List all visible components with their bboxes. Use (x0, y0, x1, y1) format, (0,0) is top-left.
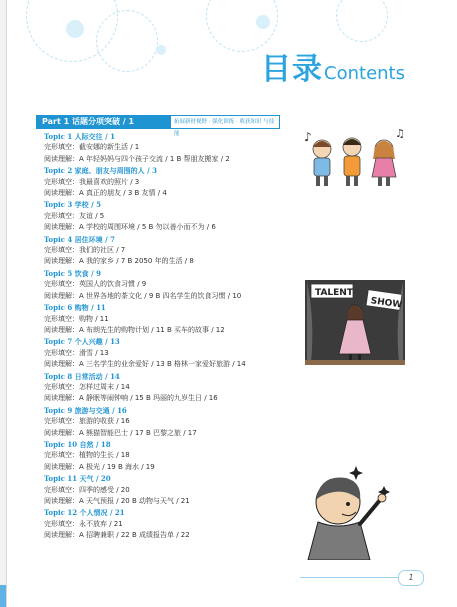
toc-entry: 完形填空：截安娜的新生活 / 1 (44, 143, 140, 152)
toc-entry: 阅读理解：A 招聘兼职 / 22 B 成绩报告单 / 22 (44, 531, 190, 540)
part-subtitle: 拓展新材视野 · 强化训练 · 收获知识 与技能 (170, 115, 280, 129)
title-chinese: 目录 (261, 52, 324, 87)
singing-kids-illustration (300, 125, 410, 190)
toc-topic-heading: Topic 8 日常活动 / 14 (44, 371, 120, 381)
toc-entry: 完形填空：怎样过周末 / 14 (44, 382, 130, 391)
kid-figure (343, 138, 361, 186)
toc-entry: 完形填空：友谊 / 5 (44, 211, 105, 220)
toc-entry: 完形填空：植物的生长 / 18 (44, 451, 130, 460)
toc-entry: 完形填空：我最喜欢的照片 / 3 (44, 177, 140, 186)
svg-text:♪: ♪ (304, 130, 312, 144)
toc-entry: 完形填空：四季的感受 / 20 (44, 485, 130, 494)
decor-dot (256, 15, 270, 29)
decor-circle (336, 0, 388, 42)
svg-text:♫: ♫ (395, 127, 405, 140)
toc-entry: 阅读理解：A 三名学生的业余爱好 / 13 B 格林一家爱好旅游 / 14 (44, 360, 246, 369)
toc-entry: 阅读理解：A 学校的周围环境 / 5 B 勿以善小而不为 / 6 (44, 223, 216, 232)
toc-entry: 完形填空：我们的社区 / 7 (44, 246, 126, 255)
toc-topic-heading: Topic 7 个人兴趣 / 13 (44, 337, 120, 347)
toc-entry: 阅读理解：A 真正的朋友 / 3 B 友情 / 4 (44, 189, 167, 198)
footer-rule (300, 577, 398, 578)
kid-figure (372, 140, 396, 186)
toc-entry: 阅读理解：A 世界各地的茶文化 / 9 B 四名学生的饮食习惯 / 10 (44, 291, 242, 300)
toc-entry: 阅读理解：A 天气预报 / 20 B 动物与天气 / 21 (44, 497, 190, 505)
toc-topic-heading: Topic 12 个人情况 / 21 (44, 508, 125, 518)
talent-sign-line2: SHOW (370, 296, 403, 311)
toc-topic-heading: Topic 9 旅游与交通 / 16 (44, 405, 127, 415)
toc-topic-heading: Topic 3 学校 / 5 (44, 200, 101, 210)
toc-topic-heading: Topic 10 自然 / 18 (44, 439, 111, 449)
student-illustration (298, 460, 398, 560)
toc-entry: 完形填空：购物 / 11 (44, 314, 109, 323)
toc-entry: 完形填空：滑雪 / 13 (44, 348, 109, 357)
toc-entry: 阅读理解：A 我的家乡 / 7 B 2050 年的生活 / 8 (44, 257, 194, 266)
toc-entry: 阅读理解：A 年轻妈妈与四个孩子交流 / 1 B 帮朋友搬家 / 2 (44, 154, 230, 163)
toc-entry: 完形填空：永不放弃 / 21 (44, 519, 123, 528)
talent-show-illustration (305, 280, 405, 365)
toc-entry: 完形填空：英国人的饮食习惯 / 9 (44, 280, 147, 289)
decor-circle (96, 10, 158, 72)
toc-topic-heading: Topic 2 家庭、朋友与周围的人 / 3 (44, 166, 157, 176)
toc-topic-heading: Topic 1 人际交往 / 1 (44, 132, 115, 141)
toc-topic-heading: Topic 4 居住环境 / 7 (44, 234, 115, 244)
toc-entry: 完形填空：旅游的收获 / 16 (44, 417, 130, 426)
part-banner: Part 1 话题分项突破 / 1 (36, 115, 276, 129)
title-english: Contents (324, 63, 405, 84)
toc-entry: 阅读理解：A 静眠等闹钟响 / 15 B 玛丽的九岁生日 / 16 (44, 394, 218, 403)
kid-figure (313, 140, 331, 186)
page-header (6, 0, 457, 100)
toc-entry: 阅读理解：A 极光 / 19 B 海水 / 19 (44, 462, 155, 471)
toc-topic-heading: Topic 11 天气 / 20 (44, 474, 111, 484)
toc-topic-heading: Topic 6 购物 / 11 (44, 303, 106, 313)
toc-topic-heading: Topic 5 饮食 / 9 (44, 268, 101, 278)
talent-sign-line1: TALENT (315, 288, 353, 298)
page-number: 1 (398, 570, 424, 586)
decor-dot (66, 20, 84, 38)
toc-entry: 阅读理解：A 熊猫智能巴士 / 17 B 巴黎之旅 / 17 (44, 428, 197, 437)
page-title (261, 44, 405, 88)
margin-accent (0, 585, 6, 607)
table-of-contents (44, 131, 284, 542)
toc-entry: 阅读理解：A 布朗先生的购物计划 / 11 B 买车的故事 / 12 (44, 325, 225, 334)
decor-dot (156, 45, 166, 55)
